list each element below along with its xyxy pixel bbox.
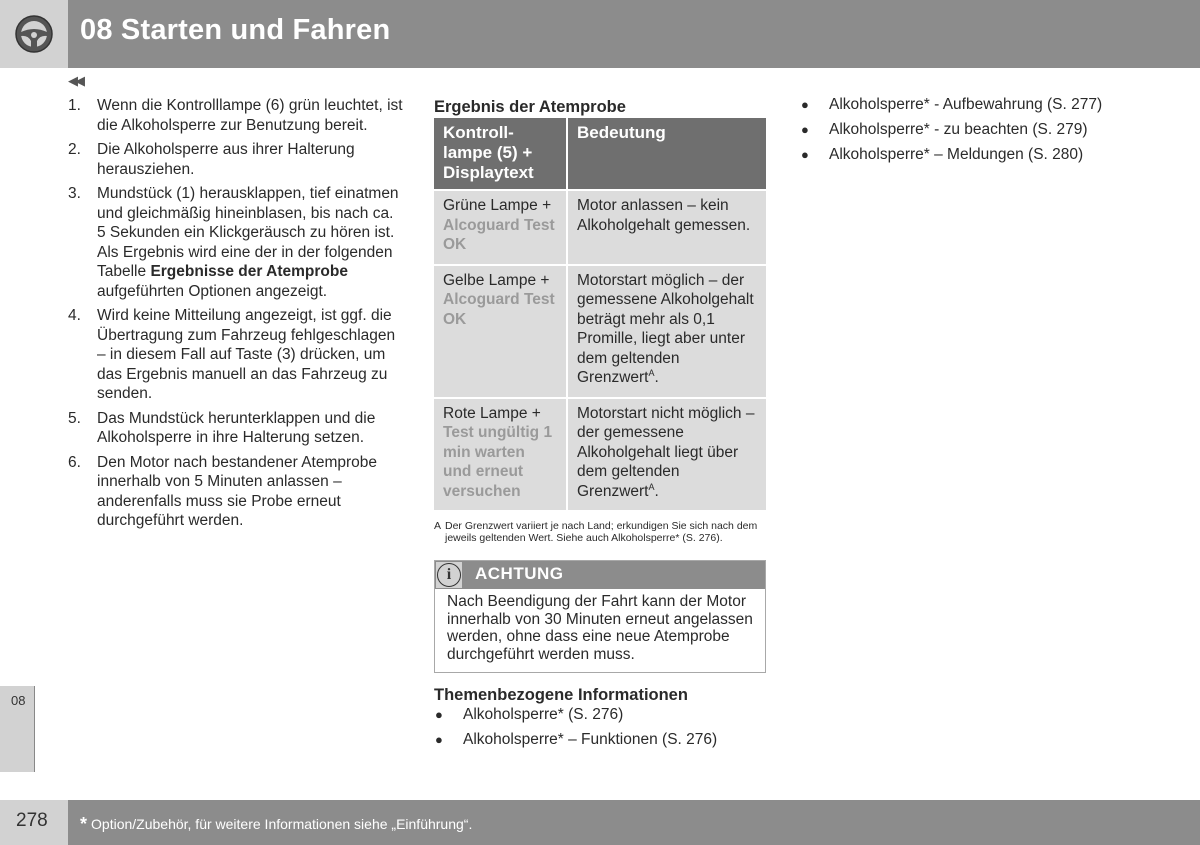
table-row <box>434 265 766 398</box>
related-link[interactable]: ● Alkoholsperre* – Meldungen (S. 280) <box>801 146 1084 163</box>
meaning-text: Motor anlassen – kein Alkoholgehalt gemessen. <box>577 197 751 234</box>
bullet-icon: ● <box>435 732 443 747</box>
step-emphasis: Ergebnisse der Atemprobe <box>150 263 348 280</box>
bullet-icon: ● <box>801 97 809 112</box>
related-link[interactable]: ● Alkoholsperre* – Funktionen (S. 276) <box>435 731 718 748</box>
related-link[interactable]: ● Alkoholsperre* - Aufbewahrung (S. 277) <box>801 96 1103 113</box>
notice-title: ACHTUNG <box>475 564 564 583</box>
footnote-ref: A <box>648 367 655 378</box>
results-column <box>434 96 766 755</box>
notice-header <box>435 561 765 589</box>
lamp-color: Rote Lampe + <box>443 404 541 422</box>
meaning-text: Motorstart nicht möglich – der gemessene Alkoholgehalt liegt über dem geltenden Grenzwert <box>577 404 755 500</box>
info-icon: i <box>436 562 462 588</box>
footnote-text: Der Grenzwert variiert je nach Land; erkundigen Sie sich nach dem jeweils geltenden Wert. Siehe auch Alkoholsperre* (S. 276). <box>445 520 758 544</box>
bullet-icon: ● <box>801 147 809 162</box>
step-number: 3. <box>68 185 81 202</box>
page-title: 08 Starten und Fahren <box>80 14 391 46</box>
results-table-title: Ergebnis der Atemprobe <box>434 98 626 116</box>
steering-wheel-icon <box>14 14 54 54</box>
meaning-text: Motorstart möglich – der gemessene Alkoholgehalt beträgt mehr als 0,1 Promille, liegt aber unter dem geltenden Grenzwert <box>577 271 754 386</box>
lamp-cell <box>434 190 567 265</box>
display-text: Alcoguard Test OK <box>443 291 555 328</box>
table-row <box>434 190 766 265</box>
header-meaning: Bedeutung <box>567 118 766 190</box>
page-footer <box>0 800 1200 845</box>
step-text: Das Mundstück herunterklappen und die Alkoholsperre in ihre Halterung setzen. <box>97 409 376 446</box>
step-item <box>68 306 404 404</box>
step-number: 5. <box>68 409 81 427</box>
footer-note-text: Option/Zubehör, für weitere Informationen siehe „Einführung“. <box>91 816 473 832</box>
notice-text: Nach Beendigung der Fahrt kann der Motor innerhalb von 30 Minuten erneut angelassen werden, ohne dass eine neue Atemprobe durchgeführt werden muss. <box>447 593 753 663</box>
page-header <box>0 0 1200 68</box>
step-item <box>68 409 404 448</box>
instruction-steps <box>68 96 404 536</box>
step-number: 4. <box>68 307 81 324</box>
notice-box <box>434 560 766 673</box>
related-link[interactable]: ● Alkoholsperre* (S. 276) <box>435 706 624 723</box>
lamp-color: Grüne Lampe + <box>443 197 552 214</box>
header-icon-box <box>0 0 68 68</box>
bullet-icon: ● <box>435 707 443 722</box>
lamp-cell <box>434 398 567 512</box>
bullet-icon: ● <box>801 122 809 137</box>
display-text: Test ungültig 1 min warten und erneut versuchen <box>443 424 553 500</box>
table-footnote <box>434 521 766 544</box>
step-text: Wenn die Kontrolllampe (6) grün leuchtet, ist die Alkoholsperre zur Benutzung bereit. <box>97 97 403 134</box>
related-info-title: Themenbezogene Informationen <box>434 686 688 704</box>
meaning-tail: . <box>654 369 659 386</box>
chapter-tab-label: 08 <box>11 693 26 708</box>
footer-note <box>80 813 472 834</box>
page-number-box <box>0 800 68 845</box>
header-lamp: Kontroll-lampe (5) + Displaytext <box>434 118 567 190</box>
related-continued <box>800 95 1140 170</box>
continued-marker-icon: ◀◀ <box>68 73 82 88</box>
option-star: * <box>80 814 88 834</box>
meaning-cell <box>567 398 766 512</box>
step-text: Die Alkoholsperre aus ihrer Halterung herausziehen. <box>97 141 355 178</box>
related-link[interactable]: ● Alkoholsperre* - zu beachten (S. 279) <box>801 121 1088 138</box>
footnote-ref: A <box>648 481 655 492</box>
step-number: 2. <box>68 141 81 158</box>
table-header-row <box>434 118 766 190</box>
display-text: Alcoguard Test OK <box>443 216 555 253</box>
step-number: 6. <box>68 453 81 471</box>
step-number: 1. <box>68 97 81 114</box>
step-text: Mundstück (1) herausklappen, tief einatmen und gleichmäßig hineinblasen, bis nach ca. 5 Sekunden ein Klickgeräusch zu hören ist. Als Ergebnis wird eine der in der folgenden Tabelle <box>97 185 399 280</box>
step-item <box>68 96 404 135</box>
step-item <box>68 453 404 531</box>
step-text: Wird keine Mitteilung angezeigt, ist ggf. die Übertragung zum Fahrzeug fehlgeschlagen – in diesem Fall auf Taste (3) drücken, um das Ergebnis manuell an das Fahrzeug zu senden. <box>97 307 396 402</box>
meaning-cell <box>567 265 766 398</box>
chapter-tab[interactable] <box>0 686 35 772</box>
footnote-mark: A <box>434 520 442 532</box>
step-item <box>68 184 404 301</box>
lamp-cell <box>434 265 567 398</box>
page-number: 278 <box>16 810 48 831</box>
step-item <box>68 140 404 179</box>
results-table <box>434 118 766 512</box>
step-text: aufgeführten Optionen angezeigt. <box>97 282 328 300</box>
related-info-list-continued <box>800 95 1140 164</box>
step-text: Den Motor nach bestandener Atemprobe innerhalb von 5 Minuten anlassen – anderenfalls muss sie Probe erneut durchgeführt werden. <box>97 453 378 529</box>
meaning-cell <box>567 190 766 265</box>
table-row <box>434 398 766 512</box>
lamp-color: Gelbe Lampe + <box>443 271 550 289</box>
meaning-tail: . <box>654 482 659 500</box>
related-info-list <box>434 705 766 749</box>
